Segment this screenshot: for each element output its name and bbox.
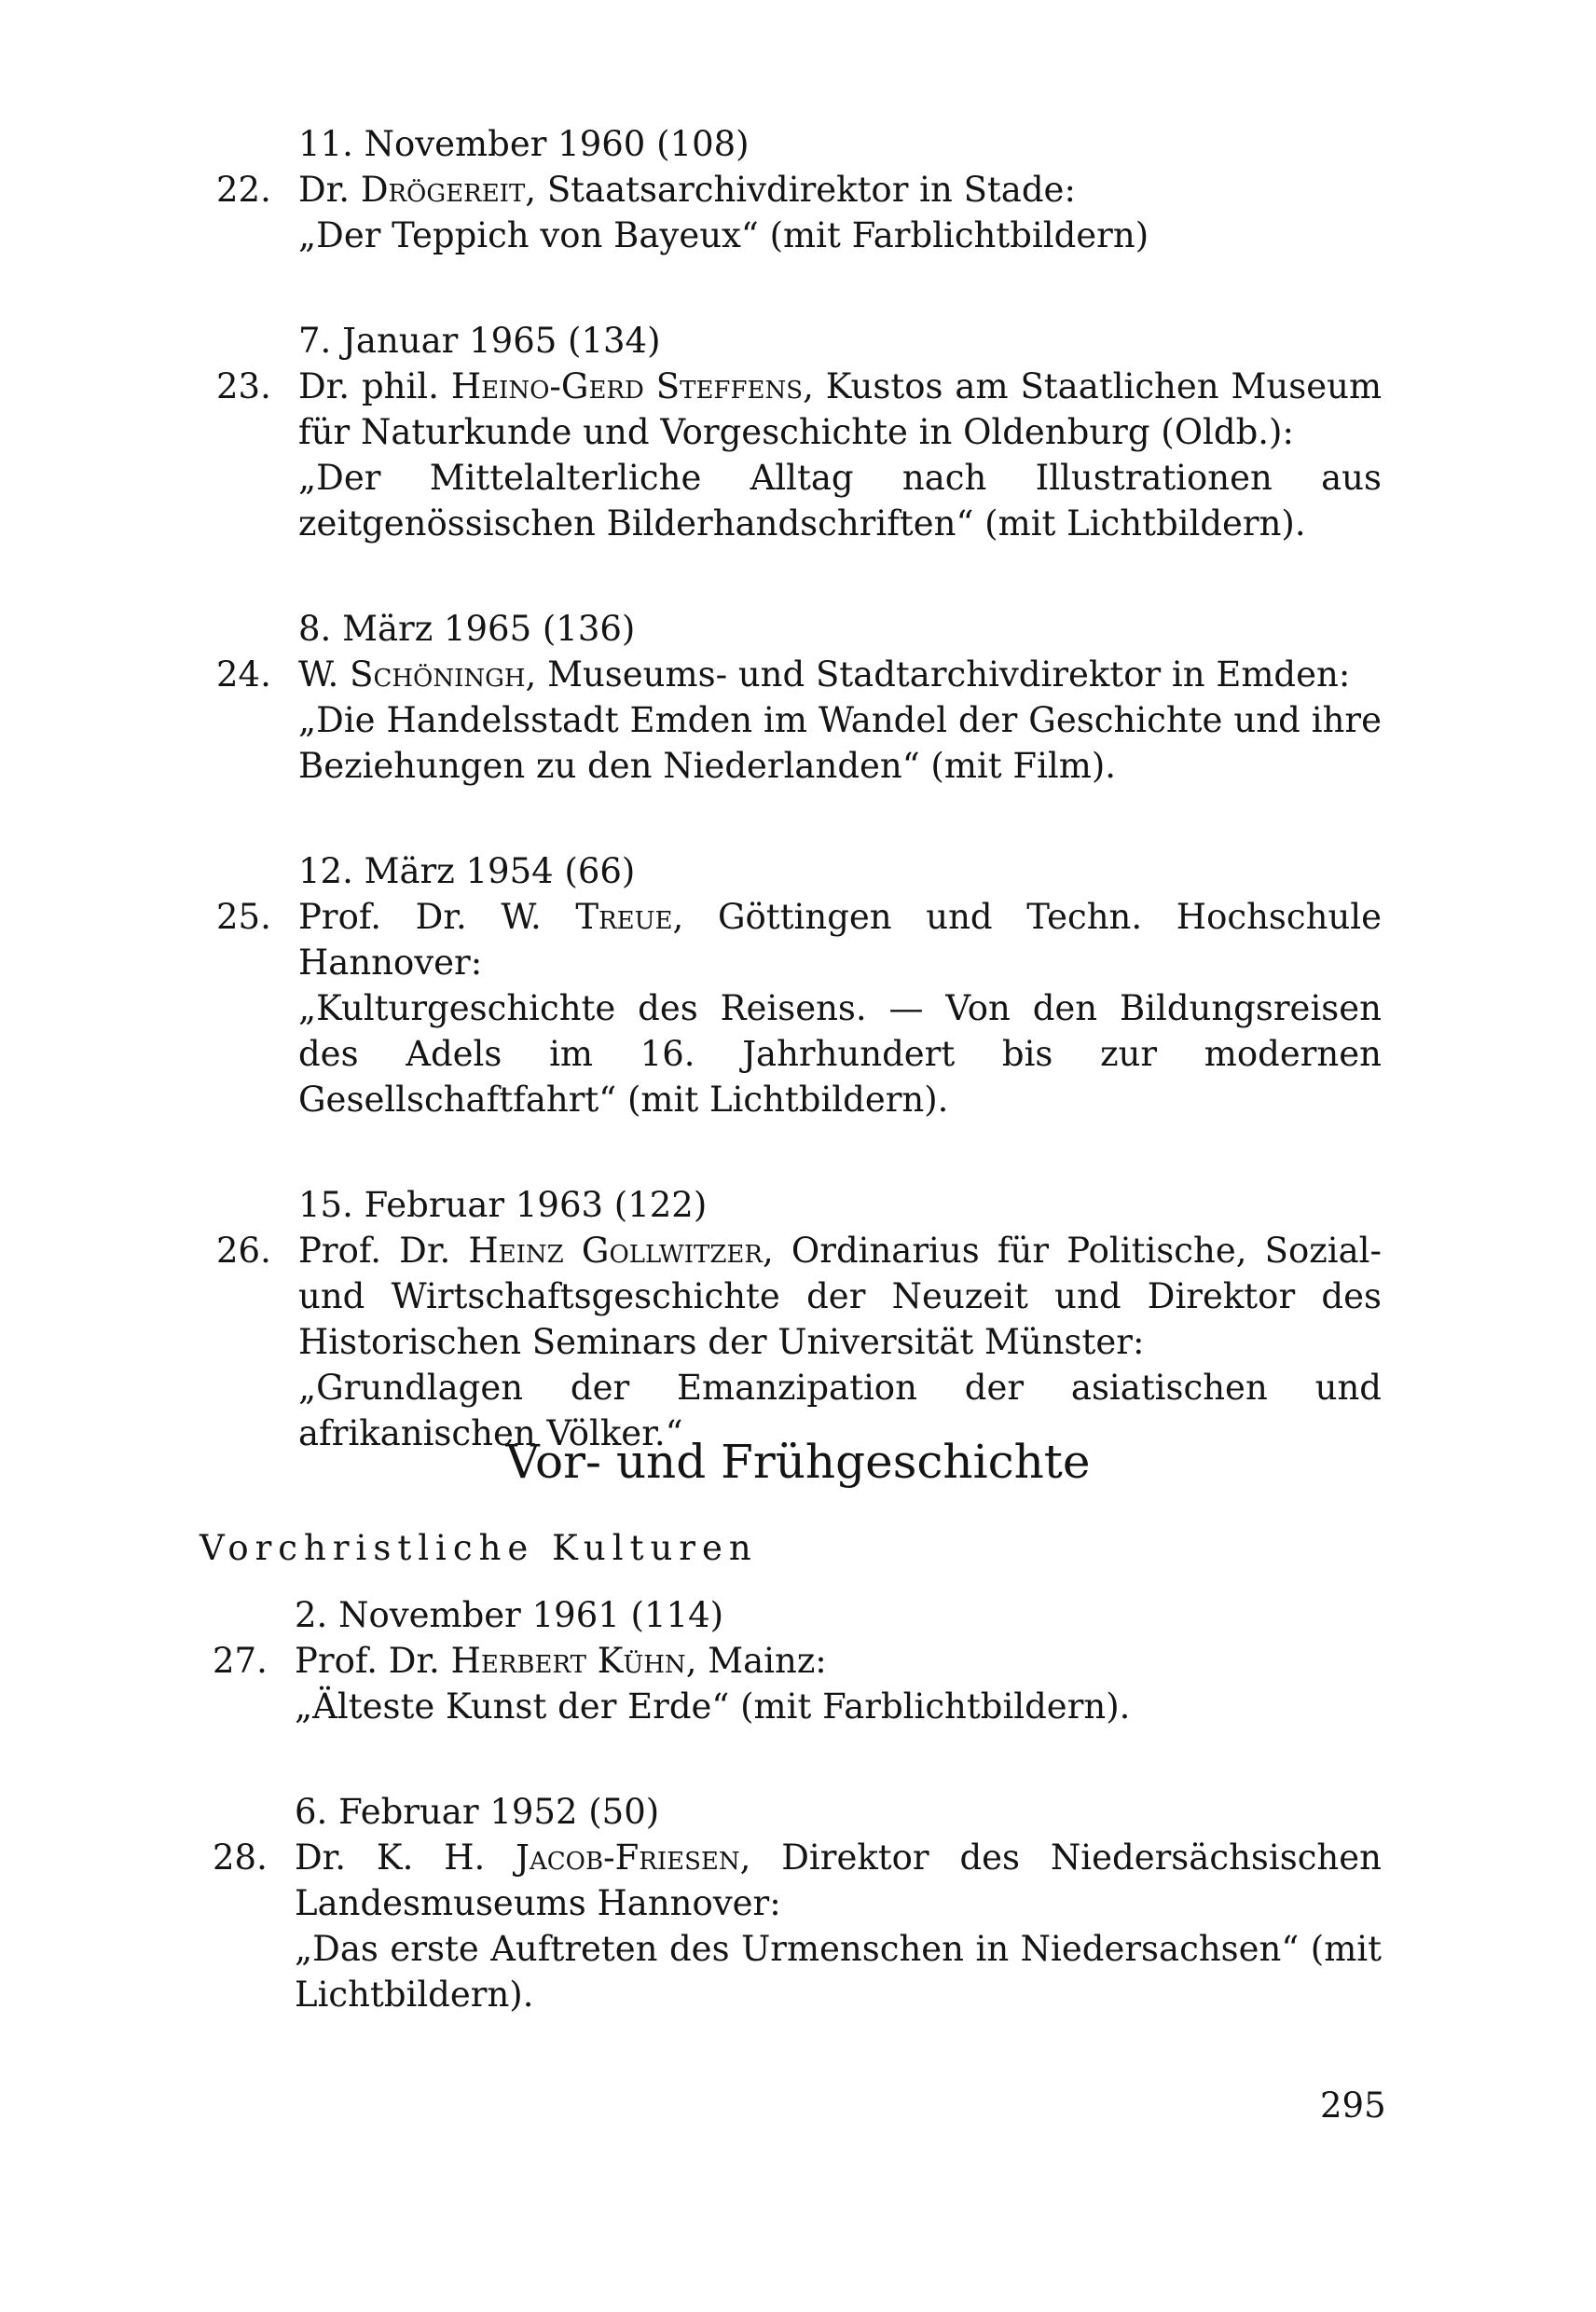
- list-item: [213, 1835, 1382, 2017]
- entry-date: 8. März 1965 (136): [298, 609, 636, 649]
- speaker-name: Heinz Gollwitzer: [468, 1231, 763, 1271]
- speaker-line: Prof. Dr. Herbert Kühn, Mainz:: [295, 1641, 827, 1681]
- entry-date: 7. Januar 1965 (134): [298, 321, 661, 361]
- entry-date: 2. November 1961 (114): [295, 1595, 724, 1635]
- entry-number: 24.: [216, 654, 271, 695]
- entry-date: 11. November 1960 (108): [298, 124, 750, 164]
- entry-number: 22.: [216, 170, 271, 210]
- list-item: [216, 652, 1382, 789]
- list-item: [216, 364, 1383, 546]
- section-title: Vor- und Frühgeschichte: [505, 1435, 1091, 1489]
- entry-number: 23.: [216, 366, 271, 406]
- entry-date: 12. März 1954 (66): [298, 851, 636, 891]
- speaker-line: Dr. Drögereit, Staatsarchivdirektor in Stade:: [298, 170, 1076, 210]
- entry-date: 15. Februar 1963 (122): [298, 1185, 708, 1225]
- speaker-line: Prof. Dr. Heinz Gollwitzer, Ordinarius für Politische, Sozial- und Wirtschaftsgeschichte der Neuzeit und Direktor des Historischen Seminars der Universität Münster:: [298, 1231, 1382, 1362]
- lecture-title: „Kulturgeschichte des Reisens. — Von den Bildungsreisen des Adels im 16. Jahrhundert bis zur modernen Gesellschaftfahrt“ (mit Lichtbildern).: [298, 988, 1382, 1120]
- lecture-title: „Grundlagen der Emanzipation der asiatischen und afrikanischen Völker.“: [298, 1368, 1382, 1453]
- lecture-title: „Älteste Kunst der Erde“ (mit Farblichtbildern).: [295, 1686, 1131, 1727]
- speaker-name: Treue: [575, 897, 673, 937]
- list-item: [216, 167, 1382, 258]
- page-number: 295: [1320, 2085, 1386, 2126]
- speaker-line: Dr. phil. Heino-Gerd Steffens, Kustos am Staatlichen Museum für Naturkunde und Vorgeschichte in Oldenburg (Oldb.):: [298, 366, 1383, 452]
- entry-number: 27.: [213, 1641, 268, 1681]
- subsection-title: Vorchristliche Kulturen: [200, 1528, 758, 1568]
- entries-prehistory-list: [213, 1592, 1382, 2017]
- lecture-title: „Die Handelsstadt Emden im Wandel der Geschichte und ihre Beziehungen zu den Niederlanden“ (mit Film).: [298, 700, 1382, 786]
- speaker-name: Jacob-Friesen: [516, 1837, 740, 1878]
- speaker-name: Herbert Kühn: [450, 1641, 686, 1681]
- speaker-line: Dr. K. H. Jacob-Friesen, Direktor des Niedersächsischen Landesmuseums Hannover:: [295, 1837, 1382, 1923]
- speaker-name: Drögereit: [360, 170, 526, 210]
- list-item: [213, 1638, 1382, 1729]
- speaker-line: W. Schöningh, Museums- und Stadtarchivdirektor in Emden:: [298, 654, 1351, 695]
- entry-number: 28.: [213, 1837, 268, 1878]
- entry-number: 25.: [216, 897, 271, 937]
- entry-number: 26.: [216, 1231, 271, 1271]
- entry-date: 6. Februar 1952 (50): [295, 1792, 660, 1832]
- list-item: [216, 1228, 1382, 1456]
- lecture-title: „Das erste Auftreten des Urmenschen in Niedersachsen“ (mit Lichtbildern).: [295, 1929, 1382, 2015]
- speaker-line: Prof. Dr. W. Treue, Göttingen und Techn. Hochschule Hannover:: [298, 897, 1382, 983]
- speaker-name: Heino-Gerd Steffens: [450, 366, 804, 406]
- speaker-name: Schöningh: [350, 654, 526, 695]
- lecture-title: „Der Teppich von Bayeux“ (mit Farblichtbildern): [298, 215, 1149, 255]
- entries-history-list: [216, 121, 1383, 1456]
- lecture-title: „Der Mittelalterliche Alltag nach Illustrationen aus zeitgenössischen Bilderhandschriften“ (mit Lichtbildern).: [298, 458, 1382, 544]
- list-item: [216, 894, 1382, 1122]
